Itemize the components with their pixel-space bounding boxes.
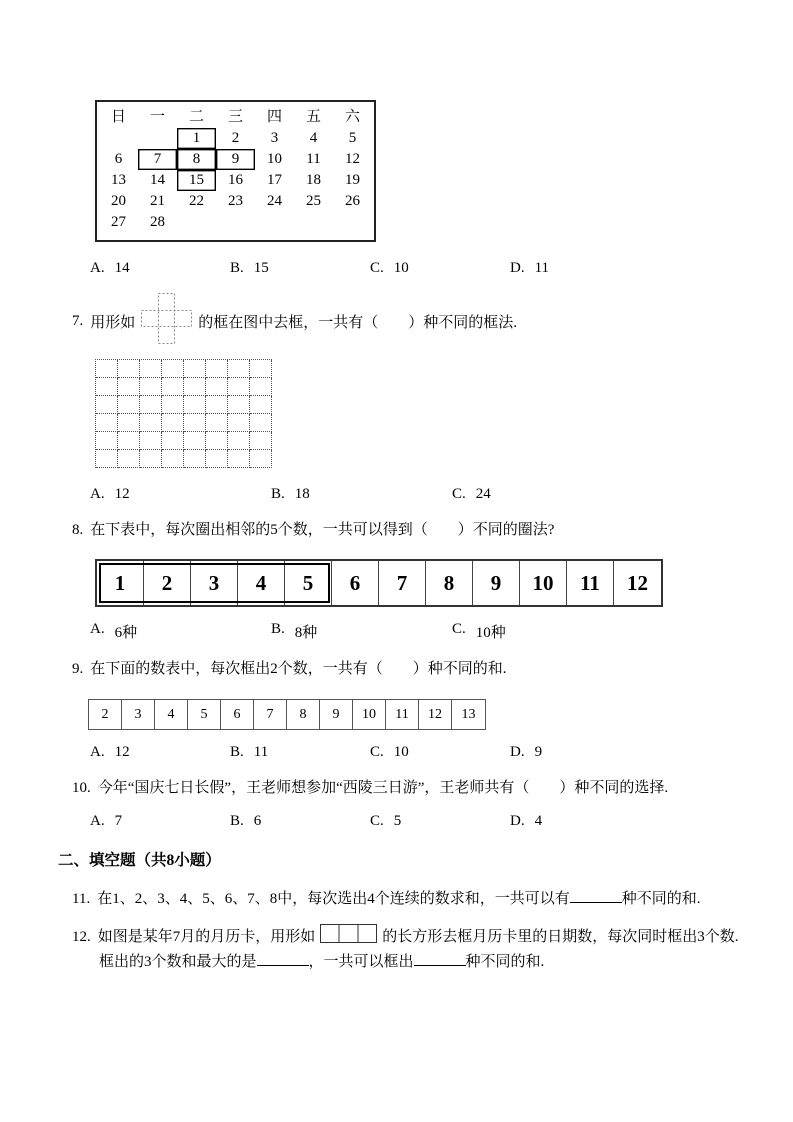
calendar-day-cell: 20 <box>111 193 126 209</box>
number-cell: 11 <box>567 561 614 605</box>
option-letter: B. <box>271 486 285 502</box>
number-cell: 12 <box>419 700 452 729</box>
grid-cell <box>184 450 206 468</box>
option-letter: C. <box>370 812 384 829</box>
q8-number: 8. <box>72 522 84 538</box>
grid-cell <box>206 432 228 450</box>
grid-cell <box>250 432 272 450</box>
calendar-day-cell <box>99 128 138 149</box>
option-letter: D. <box>510 812 525 829</box>
q7-text-before: 用形如 <box>90 314 136 331</box>
answer-option <box>452 486 633 503</box>
calendar-day-cell: 16 <box>228 172 243 188</box>
number-cell: 7 <box>379 561 426 605</box>
three-cell-frame-figure <box>320 931 377 947</box>
answer-option <box>452 621 633 642</box>
calendar-weekday: 二 <box>188 109 204 125</box>
grid-cell <box>228 414 250 432</box>
number-cell: 12 <box>627 571 648 596</box>
calendar-day-cell: 6 <box>114 151 123 167</box>
answer-option <box>370 813 510 830</box>
calendar-day-cell: 21 <box>150 193 165 209</box>
q12-text-3: ，一共可以框出 <box>308 954 414 971</box>
q11-text-1: 在1、2、3、4、5、6、7、8中，每次选出4个连续的数求和，一共可以有 <box>97 890 570 907</box>
option-letter: B. <box>230 812 244 829</box>
calendar-day-cell: 9 <box>216 149 255 170</box>
option-letter: A. <box>90 621 105 638</box>
option-value: 11 <box>534 260 550 276</box>
number-cell: 6 <box>221 700 254 729</box>
grid-cell <box>250 450 272 468</box>
number-cell: 9 <box>320 700 353 729</box>
calendar-day-cell: 17 <box>267 172 282 188</box>
number-cell: 11 <box>386 700 419 729</box>
calendar-day-cell <box>255 212 294 233</box>
question12-text <box>72 924 745 975</box>
option-value: 6种 <box>114 625 138 642</box>
option-letter: B. <box>271 621 285 638</box>
calendar-day-cell: 25 <box>306 193 321 209</box>
grid-cell <box>250 396 272 414</box>
option-value: 10种 <box>475 625 506 642</box>
number-cell: 13 <box>461 706 476 722</box>
grid-cell <box>228 432 250 450</box>
calendar-day-cell: 18 <box>306 172 321 188</box>
q12-number: 12. <box>72 929 91 946</box>
number-cell: 6 <box>332 561 379 605</box>
grid-cell <box>162 414 184 432</box>
number-cell: 3 <box>122 700 155 729</box>
q9-options <box>90 744 745 761</box>
option-letter: C. <box>452 486 466 502</box>
calendar-day-cell: 28 <box>150 214 165 230</box>
calendar-day-cell <box>177 212 216 233</box>
answer-option <box>230 260 370 277</box>
q11-number: 11. <box>72 890 91 907</box>
grid-cell <box>184 378 206 396</box>
grid-cell <box>228 360 250 378</box>
option-value: 15 <box>253 260 269 276</box>
question9-text <box>72 658 745 681</box>
answer-option <box>370 260 510 277</box>
answer-option <box>510 744 650 761</box>
option-letter: A. <box>90 743 105 760</box>
grid-cell <box>250 360 272 378</box>
option-value: 6 <box>253 812 262 829</box>
q10-text: 今年“国庆七日长假”，王老师想参加“西陵三日游”，王老师共有（ ）种不同的选择. <box>97 779 669 796</box>
calendar-week-row <box>99 170 372 191</box>
calendar-weekday: 五 <box>305 109 321 125</box>
calendar-day-cell: 19 <box>345 172 360 188</box>
calendar-day-cell: 1 <box>177 128 216 149</box>
option-value: 8种 <box>294 625 318 642</box>
q7-options <box>90 486 745 503</box>
grid-cell <box>228 396 250 414</box>
number-cell: 10 <box>520 561 567 605</box>
number-cell: 10 <box>353 700 386 729</box>
answer-option <box>90 744 230 761</box>
grid-cell <box>96 378 118 396</box>
answer-option <box>230 813 370 830</box>
calendar-day-cell: 4 <box>309 130 318 146</box>
grid-cell <box>250 378 272 396</box>
calendar-day-cell: 27 <box>111 214 126 230</box>
section2-title: 二、填空题（共8小题） <box>58 851 221 869</box>
grid-cell <box>250 414 272 432</box>
grid-cell <box>140 432 162 450</box>
calendar-weekday: 四 <box>266 109 282 125</box>
q7-grid <box>95 359 272 468</box>
calendar-day-cell: 23 <box>228 193 243 209</box>
option-value: 14 <box>114 260 130 276</box>
option-value: 12 <box>114 486 130 502</box>
q10-options <box>90 813 745 830</box>
calendar-weekday: 六 <box>344 109 360 125</box>
answer-option <box>510 813 650 830</box>
answer-option <box>90 260 230 277</box>
calendar-header-row <box>99 107 372 128</box>
calendar-day-cell <box>138 128 177 149</box>
answer-option <box>370 744 510 761</box>
calendar-day-cell: 22 <box>189 193 204 209</box>
calendar-weekday: 三 <box>227 109 243 125</box>
q12-text-4: 种不同的和. <box>465 954 545 971</box>
option-letter: D. <box>510 743 525 760</box>
q9-number: 9. <box>72 661 84 678</box>
calendar-day-cell: 14 <box>150 172 165 188</box>
calendar-day-cell: 7 <box>138 149 177 170</box>
grid-cell <box>206 378 228 396</box>
number-cell: 9 <box>473 561 520 605</box>
calendar-day-cell: 8 <box>177 149 216 170</box>
q9-strip <box>88 699 486 730</box>
option-value: 12 <box>114 743 130 760</box>
grid-cell <box>118 450 140 468</box>
calendar-day-cell: 12 <box>345 151 360 167</box>
calendar-day-cell: 10 <box>267 151 282 167</box>
grid-cell <box>184 360 206 378</box>
option-letter: A. <box>90 486 105 502</box>
option-value: 10 <box>393 260 409 276</box>
calendar-day-cell <box>294 212 333 233</box>
cross-frame-figure <box>141 293 192 349</box>
grid-cell <box>96 450 118 468</box>
question8-text <box>72 519 745 542</box>
q12-text-1: 如图是某年7月的月历卡，用形如 <box>97 929 316 946</box>
calendar-weekday: 日 <box>110 109 126 125</box>
q12-answer-blank-1 <box>257 952 309 966</box>
calendar-table <box>95 100 376 242</box>
answer-option <box>90 813 230 830</box>
option-letter: C. <box>370 743 384 760</box>
grid-cell <box>228 450 250 468</box>
answer-option <box>510 260 650 277</box>
number-cell: 4 <box>238 561 285 605</box>
calendar-week-row <box>99 191 372 212</box>
option-letter: B. <box>230 260 244 276</box>
grid-cell <box>184 414 206 432</box>
q11-answer-blank <box>570 889 622 903</box>
grid-cell <box>118 360 140 378</box>
grid-cell <box>162 432 184 450</box>
grid-cell <box>162 396 184 414</box>
answer-option <box>230 744 370 761</box>
calendar-day-cell: 24 <box>267 193 282 209</box>
grid-cell <box>140 450 162 468</box>
number-cell: 8 <box>287 700 320 729</box>
option-value: 11 <box>253 743 269 760</box>
grid-cell <box>206 396 228 414</box>
calendar-day-cell: 13 <box>111 172 126 188</box>
option-letter: B. <box>230 743 244 760</box>
grid-cell <box>118 396 140 414</box>
option-value: 24 <box>475 486 491 502</box>
calendar-week-row <box>99 212 372 233</box>
calendar-day-cell: 3 <box>270 130 279 146</box>
calendar-week-row <box>99 149 372 170</box>
grid-cell <box>162 360 184 378</box>
question11-text <box>72 888 745 911</box>
answer-option <box>271 621 452 642</box>
option-value: 10 <box>393 743 409 760</box>
grid-cell <box>206 414 228 432</box>
calendar-day-cell: 11 <box>306 151 321 167</box>
question10-text <box>72 777 745 800</box>
grid-cell <box>206 450 228 468</box>
number-cell: 5 <box>285 561 332 605</box>
calendar-week-row <box>99 128 372 149</box>
grid-cell <box>96 396 118 414</box>
calendar-day-cell: 5 <box>348 130 357 146</box>
number-cell: 3 <box>191 561 238 605</box>
calendar-day-cell: 26 <box>345 193 360 209</box>
q10-number: 10. <box>72 779 91 796</box>
q7-text-after: 的框在图中去框，一共有（ ）种不同的框法. <box>198 314 518 331</box>
number-cell: 2 <box>89 700 122 729</box>
question7-text <box>72 293 745 349</box>
answer-option <box>90 621 271 642</box>
option-letter: A. <box>90 812 105 829</box>
grid-cell <box>118 378 140 396</box>
calendar-weekday: 一 <box>149 109 165 125</box>
q11-text-2: 种不同的和. <box>621 890 701 907</box>
number-cell: 8 <box>426 561 473 605</box>
option-letter: D. <box>510 260 525 276</box>
option-letter: C. <box>370 260 384 276</box>
number-cell: 7 <box>254 700 287 729</box>
grid-cell <box>162 450 184 468</box>
grid-cell <box>184 432 206 450</box>
option-value: 9 <box>534 743 543 760</box>
option-value: 5 <box>393 812 402 829</box>
number-cell: 1 <box>97 561 144 605</box>
answer-option <box>271 486 452 503</box>
number-cell: 2 <box>144 561 191 605</box>
q8-circled-group-box <box>99 563 330 603</box>
q12-answer-blank-2 <box>414 952 466 966</box>
q8-options <box>90 621 745 642</box>
grid-cell <box>140 360 162 378</box>
q9-text: 在下面的数表中，每次框出2个数，一共有（ ）种不同的和. <box>90 661 507 678</box>
grid-cell <box>140 414 162 432</box>
q7-number: 7. <box>72 312 84 329</box>
calendar-day-cell <box>216 212 255 233</box>
q12-text-2: 的长方形去框月历卡里的日期数，每次同时框出3个数. 框出的3个数和最大的是 <box>99 929 739 971</box>
grid-cell <box>118 432 140 450</box>
grid-cell <box>140 396 162 414</box>
option-letter: A. <box>90 260 105 276</box>
option-letter: C. <box>452 621 466 638</box>
calendar-day-cell: 15 <box>177 170 216 191</box>
number-cell: 4 <box>155 700 188 729</box>
grid-cell <box>96 414 118 432</box>
option-value: 4 <box>534 812 543 829</box>
option-value: 7 <box>114 812 123 829</box>
grid-cell <box>96 432 118 450</box>
option-value: 18 <box>294 486 310 502</box>
q8-text: 在下表中，每次圈出相邻的5个数，一共可以得到（ ）不同的圈法? <box>90 522 555 538</box>
grid-cell <box>228 378 250 396</box>
number-cell: 5 <box>188 700 221 729</box>
grid-cell <box>96 360 118 378</box>
q6-options <box>90 260 745 277</box>
grid-cell <box>206 360 228 378</box>
answer-option <box>90 486 271 503</box>
grid-cell <box>162 378 184 396</box>
grid-cell <box>184 396 206 414</box>
q8-strip <box>95 559 663 607</box>
calendar-day-cell <box>333 212 372 233</box>
grid-cell <box>118 414 140 432</box>
grid-cell <box>140 378 162 396</box>
calendar-day-cell: 2 <box>231 130 240 146</box>
